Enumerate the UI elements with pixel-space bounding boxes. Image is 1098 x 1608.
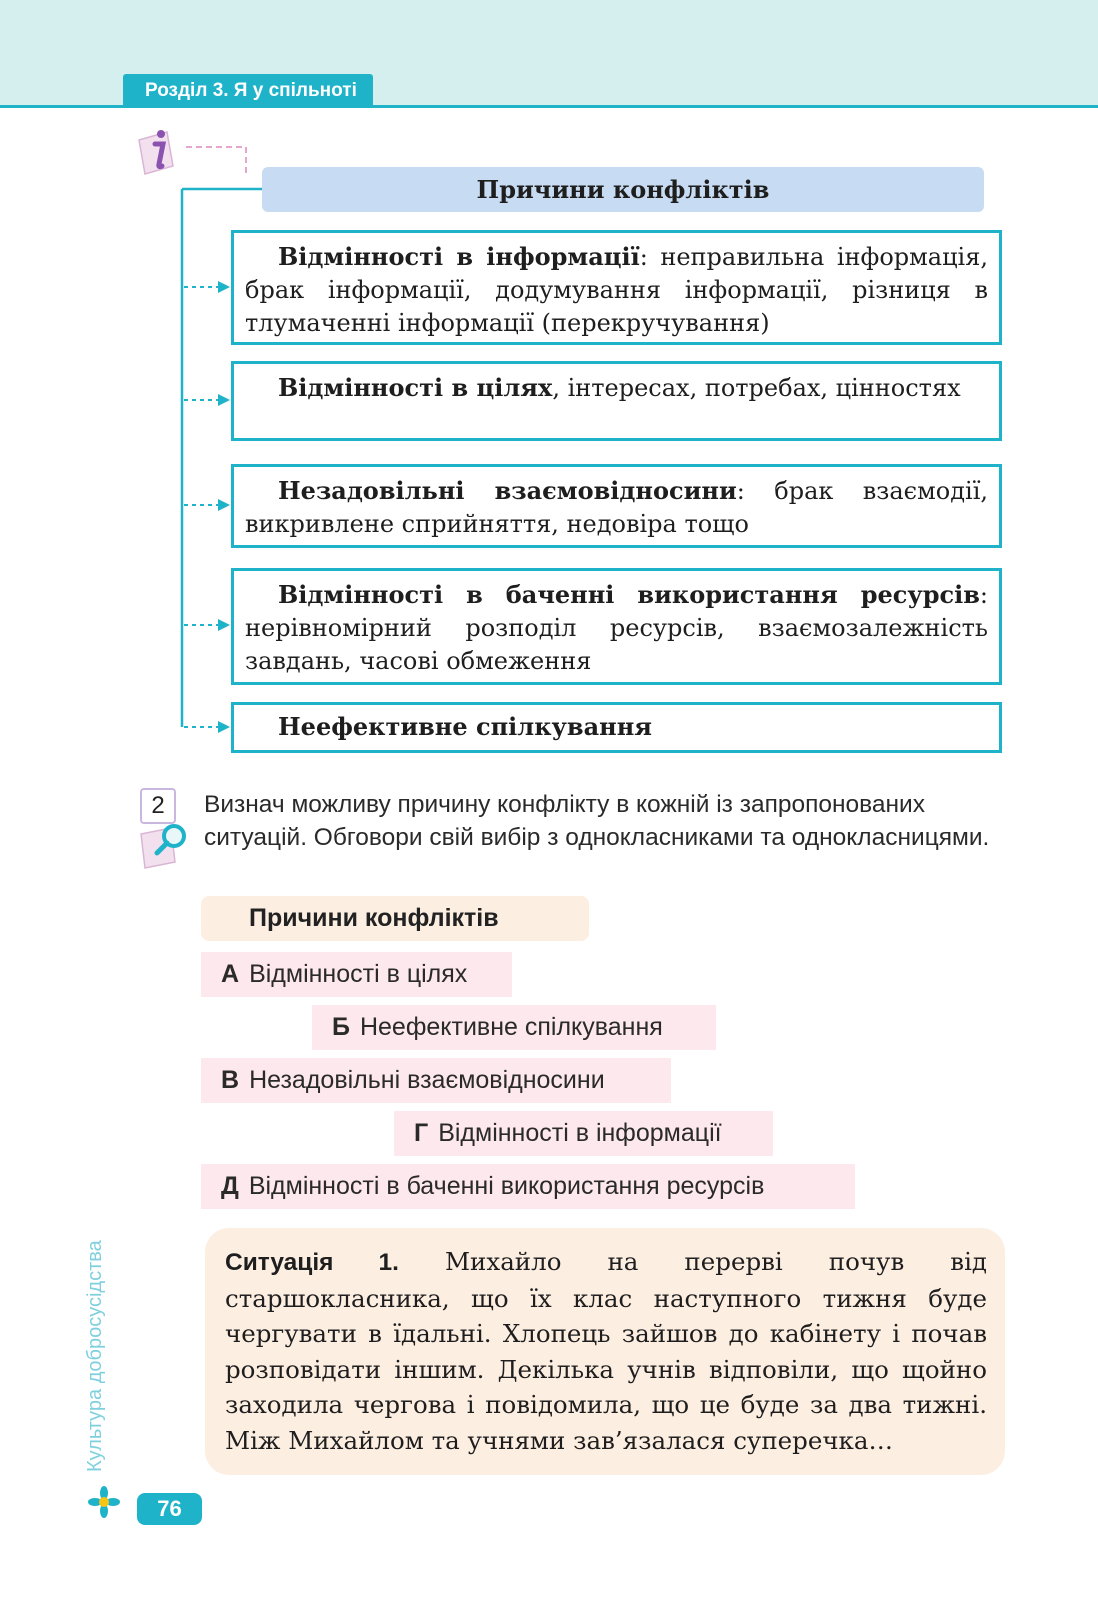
flower-icon — [88, 1486, 120, 1518]
option-e — [201, 1164, 855, 1209]
cause-title: Відмінності в цілях — [278, 373, 553, 402]
cause-title: Неефективне спілкування — [278, 712, 653, 741]
option-b — [312, 1005, 716, 1050]
cause-detail: : нерівномірний розподіл ресурсів, взаємозалежність завдань, часові обмеження — [245, 581, 988, 675]
option-label: Відмінності в цілях — [249, 960, 468, 988]
cause-detail: , інтересах, потребах, цінностях — [552, 374, 961, 402]
option-letter: Д — [221, 1172, 239, 1200]
cause-box-communication — [231, 702, 1002, 753]
section-label: Розділ 3. Я у спільноті — [123, 74, 373, 108]
cause-box-relationships — [231, 464, 1002, 548]
option-letter: А — [221, 960, 240, 988]
situation-card — [205, 1228, 1005, 1475]
option-letter: Б — [332, 1013, 350, 1041]
cause-title: Незадовільні взаємовідносини — [278, 476, 737, 505]
option-label: Відмінності в баченні використання ресурсів — [248, 1172, 765, 1200]
option-label: Незадовільні взаємовідносини — [249, 1066, 605, 1094]
cause-box-goals — [231, 361, 1002, 441]
causes-title: Причини конфліктів — [262, 167, 984, 212]
task-instruction: Визнач можливу причину конфлікту в кожній із запропонованих ситуацій. Обговори свій вибір з однокласниками та однокласницями. — [204, 791, 990, 851]
situation-label: Ситуація 1. — [225, 1249, 399, 1276]
cause-title: Відмінності в баченні використання ресурсів — [278, 580, 980, 609]
cause-title: Відмінності в інформації — [278, 242, 640, 271]
cause-box-resources — [231, 568, 1002, 685]
option-letter: Г — [414, 1119, 429, 1147]
option-c — [201, 1058, 671, 1103]
cause-box-information — [231, 230, 1002, 345]
task-number: 2 — [140, 788, 176, 824]
option-label: Відмінності в інформації — [438, 1119, 722, 1147]
option-label: Неефективне спілкування — [359, 1013, 663, 1041]
page-number: 76 — [137, 1493, 202, 1525]
option-letter: В — [221, 1066, 240, 1094]
cause-detail: : неправильна інформація, брак інформації, додумування інформації, різниця в тлумаченні інформації (перекручування) — [245, 243, 988, 337]
series-title: Культура добросусідства — [84, 1240, 106, 1472]
magnifier-icon — [137, 820, 191, 872]
cause-detail: : брак взаємодії, викривлене сприйняття, недовіра тощо — [245, 477, 988, 538]
option-a — [201, 952, 512, 997]
option-d — [394, 1111, 773, 1156]
options-title: Причини конфліктів — [201, 896, 589, 941]
situation-text: Михайло на перерві почув від старшокласника, що їх клас наступного тижня буде чергувати в їдальні. Хлопець зайшов до кабінету і почав розповідати іншим. Декілька учнів відповіли, що щойно заходила чергова і повідомила, що це буде за два тижні. Між Михайлом та учнями зав’язалася суперечка… — [225, 1247, 987, 1455]
